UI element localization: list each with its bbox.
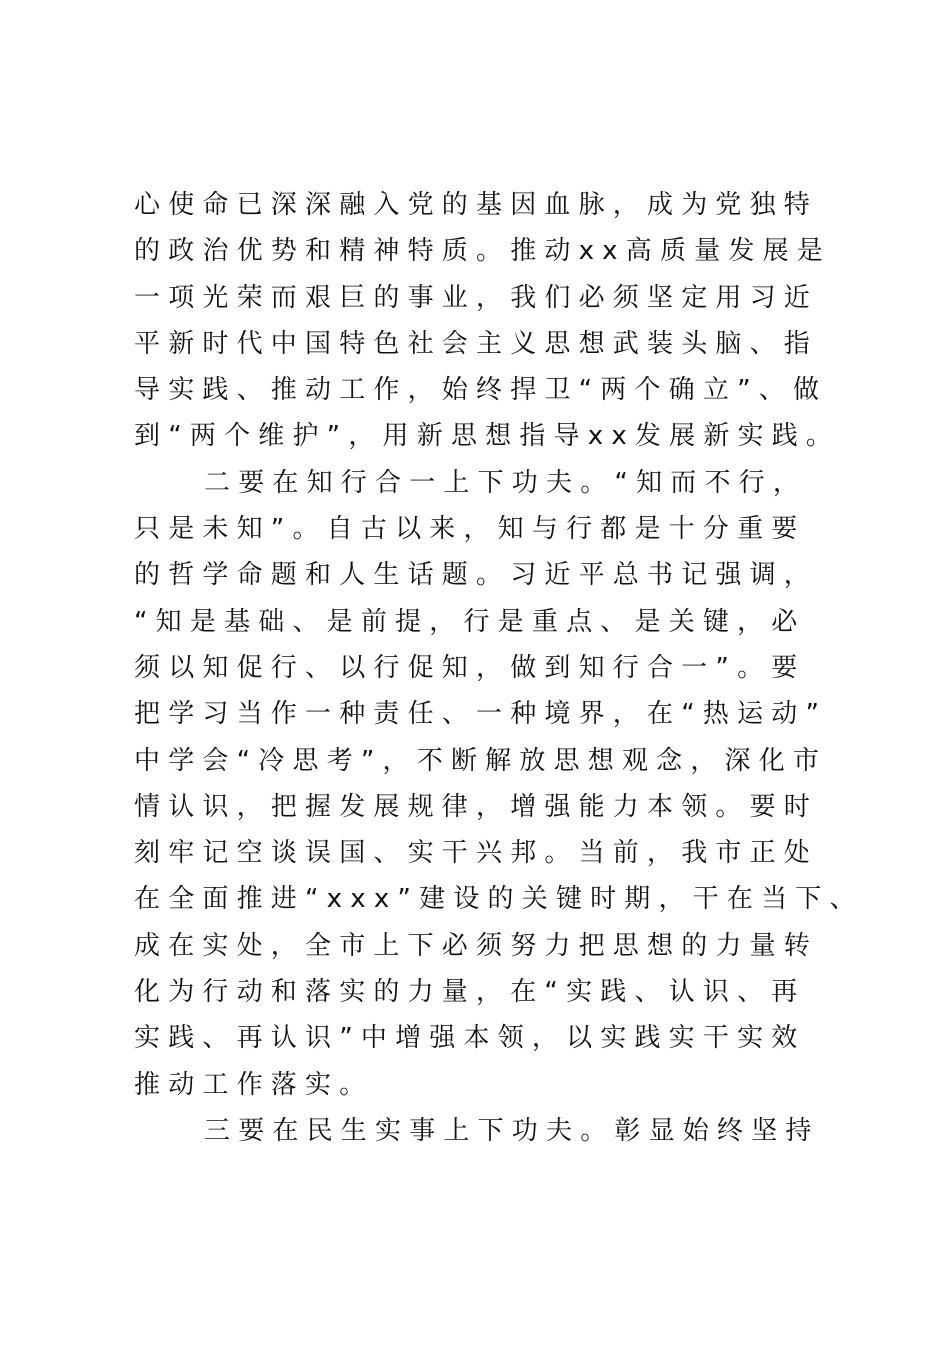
- text-line: 情认识，把握发展规律，增强能力本领。要时: [134, 791, 819, 822]
- text-line: 在全面推进“xxx”建设的关键时期，干在当下、: [134, 884, 864, 915]
- text-line: 一项光荣而艰巨的事业，我们必须坚定用习近: [134, 282, 819, 313]
- text-line: 推动工作落实。: [134, 1069, 374, 1100]
- paragraph-heading-line: 二要在知行合一上下功夫。“知而不行，: [204, 467, 808, 498]
- text-line: 成在实处，全市上下必须努力把思想的力量转: [134, 930, 819, 961]
- text-line: 只是未知”。自古以来，知与行都是十分重要: [134, 514, 806, 545]
- text-line: 中学会“冷思考”，不断解放思想观念，深化市: [134, 745, 828, 776]
- text-line: “知是基础、是前提，行是重点、是关键，必: [134, 606, 806, 637]
- text-line: 平新时代中国特色社会主义思想武装头脑、指: [134, 328, 819, 359]
- text-line: 实践、再认识”中增强本领，以实践实干实效: [134, 1023, 806, 1054]
- text-line: 化为行动和落实的力量，在“实践、认识、再: [134, 977, 806, 1008]
- document-body: [134, 182, 864, 1154]
- text-line: 心使命已深深融入党的基因血脉，成为党独特: [134, 190, 819, 220]
- text-line: 刻牢记空谈误国、实干兴邦。当前，我市正处: [134, 838, 819, 869]
- paragraph-heading-line: 三要在民生实事上下功夫。彰显始终坚持: [204, 1115, 820, 1146]
- text-line: 导实践、推动工作，始终捍卫“两个确立”、做: [134, 375, 828, 406]
- text-line: 到“两个维护”，用新思想指导xx发展新实践。: [134, 421, 841, 452]
- text-line: 须以知促行、以行促知，做到知行合一”。要: [134, 652, 806, 683]
- text-line: 的政治优势和精神特质。推动xx高质量发展是: [134, 236, 831, 267]
- text-line: 把学习当作一种责任、一种境界，在“热运动”: [134, 699, 828, 730]
- text-line: 的哲学命题和人生话题。习近平总书记强调，: [134, 560, 819, 591]
